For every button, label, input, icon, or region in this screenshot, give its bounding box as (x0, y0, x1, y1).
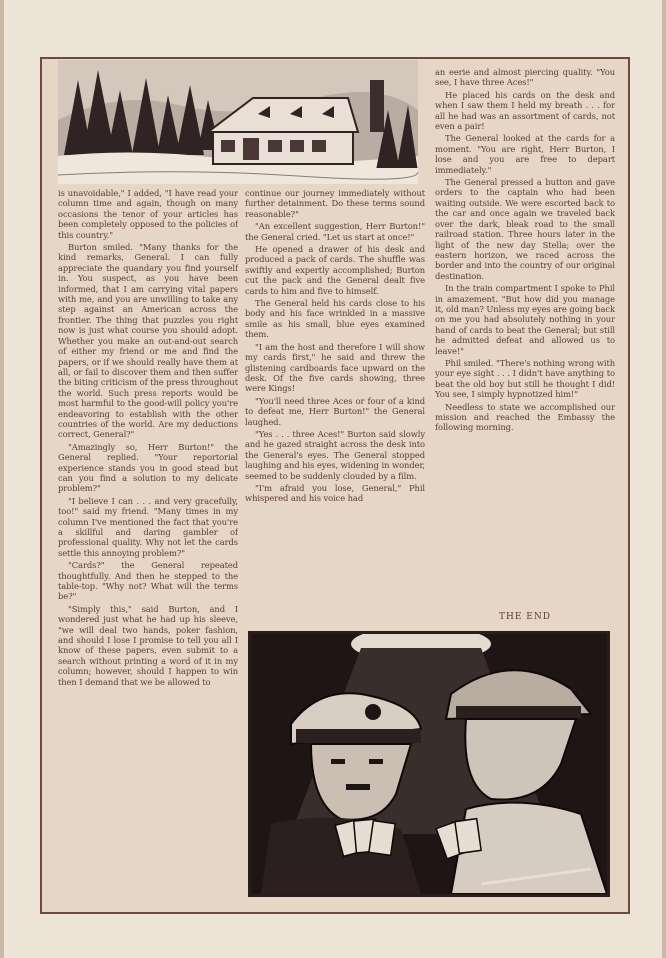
paragraph: an eerie and almost piercing quality. "You see, I have three Aces!" (435, 67, 615, 88)
paragraph: He opened a drawer of his desk and produced a pack of cards. The shuffle was swiftly and expertly accomplished; Burton cut the pack and the General dealt five cards to him and five to himself. (245, 244, 425, 296)
paragraph: The General held his cards close to his body and his face wrinkled in a massive smile as his small, blue eyes examined them. (245, 298, 425, 340)
paragraph: In the train compartment I spoke to Phil in amazement. "But how did you manage it, old man? Unless my eyes are going back on me you had absolutely nothing in your hand of cards to beat the General; but still he admitted defeat and allowed us to leave!" (435, 283, 615, 356)
paragraph: "I am the host and therefore I will show my cards first," he said and threw the glistening cardboards face upward on the desk. Of the five cards showing, three were Kings! (245, 341, 425, 394)
paragraph: "Cards?" the General repeated thoughtfully. And then he stepped to the table-top. "Why not? What will the terms be?" (58, 560, 238, 602)
paragraph: continue our journey immediately without further detainment. Do these terms sound reasonable?" (245, 188, 425, 219)
paragraph: He placed his cards on the desk and when I saw them I held my breath . . . for all he had was an assortment of cards, not even a pair! (435, 89, 615, 132)
house-illustration (58, 60, 418, 184)
paragraph: "Yes . . . three Aces!" Burton said slowly and he gazed straight across the desk into the General's eyes. The General stopped laughing and his eyes, widening in wonder, seemed to be suddenly clouded by a film. (245, 428, 425, 481)
text-column-right (435, 67, 615, 627)
paragraph: "An excellent suggestion, Herr Burton!" the General cried. "Let us start at once!" (245, 221, 425, 242)
paragraph: "I believe I can . . . and very gracefully, too!" said my friend. "Many times in my column I've mentioned the fact that you're a skillful and daring gambler of professional quality. Why not let the cards settle this annoying problem?" (58, 495, 238, 558)
paragraph: "I'm afraid you lose, General," Phil whispered and his voice had (245, 482, 425, 504)
paragraph: "You'll need three Aces or four of a kind to defeat me, Herr Burton!" the General laughed. (245, 395, 425, 427)
text-column-left (58, 188, 238, 948)
paragraph: Needless to state we accomplished our mission and reached the Embassy the following morning. (435, 401, 615, 433)
text-column-middle (245, 188, 425, 630)
the-end-label: THE END (499, 612, 551, 622)
paragraph: The General pressed a button and gave orders to the captain who had been waiting outside. We were escorted back to the car and once again we traveled back over the dark, bleak road to the small railroad station. Three hours later in the light of the new day Stella; over the eastern horizon, we raced across the border and into the country of our original destination. (435, 177, 615, 281)
paragraph: Phil smiled. "There's nothing wrong with your eye sight . . . I didn't have anything to beat the old boy but still he thought I did! You see, I simply hypnotized him!" (435, 357, 615, 400)
paragraph: is unavoidable," I added, "I have read your column time and again, though on many occasions the tenor of your articles has been completely opposed to the policies of this country." (58, 188, 238, 240)
paragraph: Burton smiled. "Many thanks for the kind remarks, General. I can fully appreciate the quandary you find yourself in. You suspect, as you have been informed, that I am carrying vital papers with me, and you are unwilling to take any step against an American across the frontier. The thing that puzzles you right now is just what course you should adopt. Whether you make an out-and-out search of either my friend or me and find the papers, or if we should really have them at all, or fail to discover them and then suffer the biting criticism of the press throughout the world. Such press reports would be most harmful to the good-will policy you're endeavoring to establish with the other countries of the world. Are my deductions correct, General?" (58, 242, 238, 440)
card-game-illustration (248, 631, 610, 897)
paragraph: "Amazingly so, Herr Burton!" the General replied. "Your reportorial experience stands you in good stead but can you find a solution to my delicate problem?" (58, 441, 238, 494)
paragraph: "Simply this," said Burton, and I wondered just what he had up his sleeve, "we will deal two hands, poker fashion, and should I lose I promise to tell you all I know of these papers, even submit to a search without printing a word of it in my column; however, should I happen to win then I demand that we be allowed to (58, 603, 238, 687)
paragraph: The General looked at the cards for a moment. "You are right, Herr Burton, I lose and you are free to depart immediately." (435, 133, 615, 175)
